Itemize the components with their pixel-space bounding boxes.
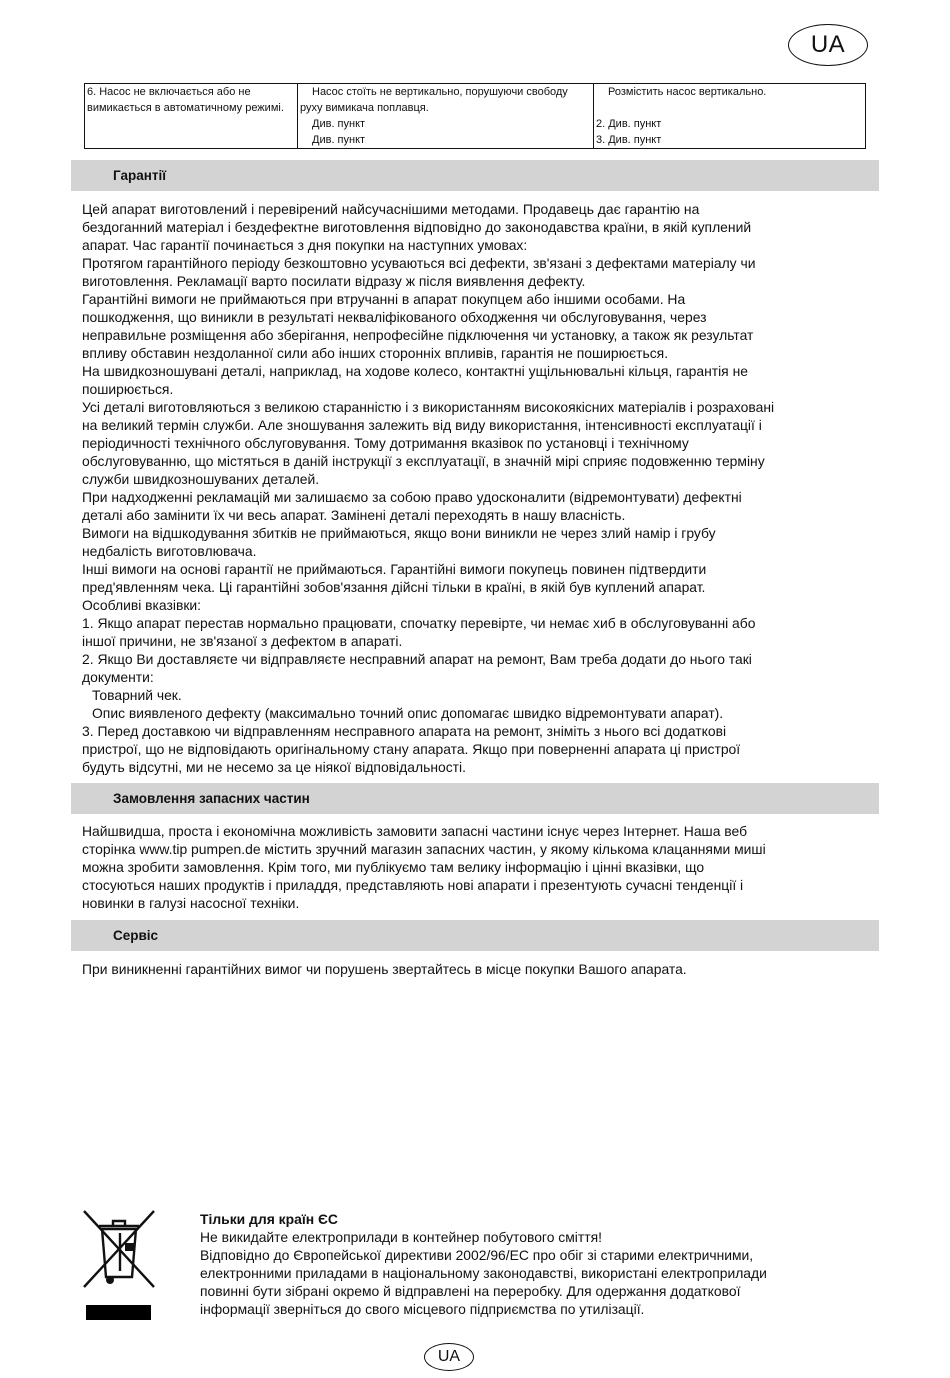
text-line: 1. Якщо апарат перестав нормально працювати, спочатку перевірте, чи немає хиб в обслуговуванні або (82, 615, 756, 631)
text-line: Цей апарат виготовлений і перевірений найсучаснішими методами. Продавець дає гарантію на (82, 201, 700, 217)
text-line: недбалість виготовлювача. (82, 543, 257, 559)
table-cell: 6. Насос не включається або не (85, 84, 298, 101)
text-line: 2. Якщо Ви доставляєте чи відправляєте несправний апарат на ремонт, Вам треба додати до нього такі (82, 651, 752, 667)
text-line: Найшвидша, проста і економічна можливість замовити запасні частини існує через Інтернет. Наша веб (82, 823, 748, 839)
text-line: Гарантійні вимоги не приймаються при втручанні в апарат покупцем або іншими особами. На (82, 291, 686, 307)
text-line: служби швидкозношуваних деталей. (82, 471, 320, 487)
text-line: стосуються наших продуктів і приладдя, представляють нові апарати і презентують сучасні тенденції і (82, 877, 744, 893)
crossed-out-wheelie-bin-icon (80, 1207, 158, 1323)
troubleshooting-table (84, 83, 866, 149)
text-line: новинки в галузі насосної техніки. (82, 895, 300, 911)
text-line: іншої причини, не зв'язаної з дефектом в апараті. (82, 633, 403, 649)
text-line: бездоганний матеріал і бездефектне виготовлення відповідно до законодавства країни, в якій куплений (82, 219, 752, 235)
text-line: впливу обставин нездоланної сили або інших сторонніх впливів, гарантія не поширюється. (82, 345, 669, 361)
text-line: деталі або замінити їх чи весь апарат. Замінені деталі переходять в нашу власність. (82, 507, 626, 523)
text-line: Вимоги на відшкодування збитків не приймаються, якщо вони виникли не через злий намір і грубу (82, 525, 716, 541)
text-line: будуть відсутні, ми не несемо за це ніякої відповідальності. (82, 759, 466, 775)
table-cell: 3. Див. пункт (594, 132, 866, 149)
language-badge-bottom: UA (424, 1343, 474, 1371)
text-line: Усі деталі виготовляються з великою старанністю і з використанням високоякісних матеріалів і розраховані (82, 399, 775, 415)
table-row (85, 132, 866, 149)
table-row (85, 100, 866, 116)
text-line: Опис виявленого дефекту (максимально точний опис допомагає швидко відремонтувати апарат). (92, 705, 724, 721)
section-header-service (71, 920, 879, 951)
warranty-text (82, 200, 872, 776)
eu-notice-title: Тільки для країн ЄС (200, 1211, 338, 1227)
eu-disposal-notice (200, 1210, 880, 1318)
table-row (85, 116, 866, 132)
text-line: 3. Перед доставкою чи відправленням несправного апарата на ремонт, зніміть з нього всі додаткові (82, 723, 727, 739)
text-line: сторінка www.tip pumpen.de містить зручний магазин запасних частин, у якому кількома клацаннями миші (82, 841, 766, 857)
text-line: документи: (82, 669, 154, 685)
text-line: на великий термін служби. Але зношування залежить від виду використання, інтенсивності експлуатації і (82, 417, 762, 433)
table-cell: Розмістить насос вертикально. (594, 84, 866, 101)
service-text (82, 960, 872, 978)
table-cell: Насос стоїть не вертикально, порушуючи свободу (298, 84, 594, 101)
text-line: Інші вимоги на основі гарантії не приймаються. Гарантійні вимоги покупець повинен підтвердити (82, 561, 707, 577)
text-line: електронними приладами в національному законодавстві, використані електроприлади (200, 1265, 767, 1281)
text-line: пред'явленням чека. Ці гарантійні зобов'язання дійсні тільки в країні, в якій був куплений апарат. (82, 579, 706, 595)
text-line: Товарний чек. (92, 687, 182, 703)
text-line: повинні бути зібрані окремо й відправлені на переробку. Для одержання додаткової (200, 1283, 741, 1299)
text-line: Протягом гарантійного періоду безкоштовно усуваються всі дефекти, зв'язані з дефектами матеріалу чи (82, 255, 756, 271)
text-line: обслуговуванню, що містяться в даній інструкції з експлуатації, в значній мірі сприяє подовженню терміну (82, 453, 765, 469)
section-title-warranty: Гарантії (113, 168, 167, 183)
text-line: виготовлення. Рекламації варто посилати відразу ж після виявлення дефекту. (82, 273, 586, 289)
table-cell: Див. пункт (298, 116, 594, 132)
table-cell (594, 100, 866, 116)
table-cell (85, 116, 298, 132)
text-line: При надходженні рекламацій ми залишаємо за собою право удосконалити (відремонтувати) дефектні (82, 489, 742, 505)
text-line: апарат. Час гарантії починається з дня покупки на наступних умовах: (82, 237, 528, 253)
text-line: пошкодження, що виникли в результаті некваліфікованого обходження чи обслуговування, через (82, 309, 707, 325)
text-line: Особливі вказівки: (82, 597, 202, 613)
table-cell (85, 132, 298, 149)
table-cell: руху вимикача поплавця. (298, 100, 594, 116)
table-row (85, 84, 866, 101)
table-cell: 2. Див. пункт (594, 116, 866, 132)
language-badge-top: UA (788, 24, 868, 66)
text-line: пристрої, що не відповідають оригінальному стану апарата. Якщо при поверненні апарата ці пристрої (82, 741, 741, 757)
text-line: Відповідно до Європейської директиви 2002/96/ЕС про обіг зі старими електричними, (200, 1247, 754, 1263)
spare-parts-text (82, 822, 872, 912)
text-line: поширюється. (82, 381, 174, 397)
eu-notice-text (200, 1228, 880, 1318)
section-header-spare-parts (71, 783, 879, 814)
text-line: періодичності технічного обслуговування. Тому дотримання вказівок по установці і технічному (82, 435, 689, 451)
text-line: При виникненні гарантійних вимог чи порушень звертайтесь в місце покупки Вашого апарата. (82, 961, 687, 977)
section-title-spare-parts: Замовлення запасних частин (113, 791, 310, 806)
table-cell: вимикається в автоматичному режимі. (85, 100, 298, 116)
text-line: На швидкозношувані деталі, наприклад, на ходове колесо, контактні ущільнювальні кільця, гарантія не (82, 363, 748, 379)
text-line: можна зробити замовлення. Крім того, ми публікуємо там велику інформацію і цінні вказівки, що (82, 859, 705, 875)
text-line: інформації зверніться до свого місцевого підприємства по утилізації. (200, 1301, 645, 1317)
text-line: Не викидайте електроприлади в контейнер побутового сміття! (200, 1229, 602, 1245)
table-cell: Див. пункт (298, 132, 594, 149)
section-title-service: Сервіс (113, 928, 159, 943)
text-line: неправильне розміщення або зберігання, непрофесійне підключення чи установку, а також як результат (82, 327, 754, 343)
section-header-warranty (71, 160, 879, 191)
